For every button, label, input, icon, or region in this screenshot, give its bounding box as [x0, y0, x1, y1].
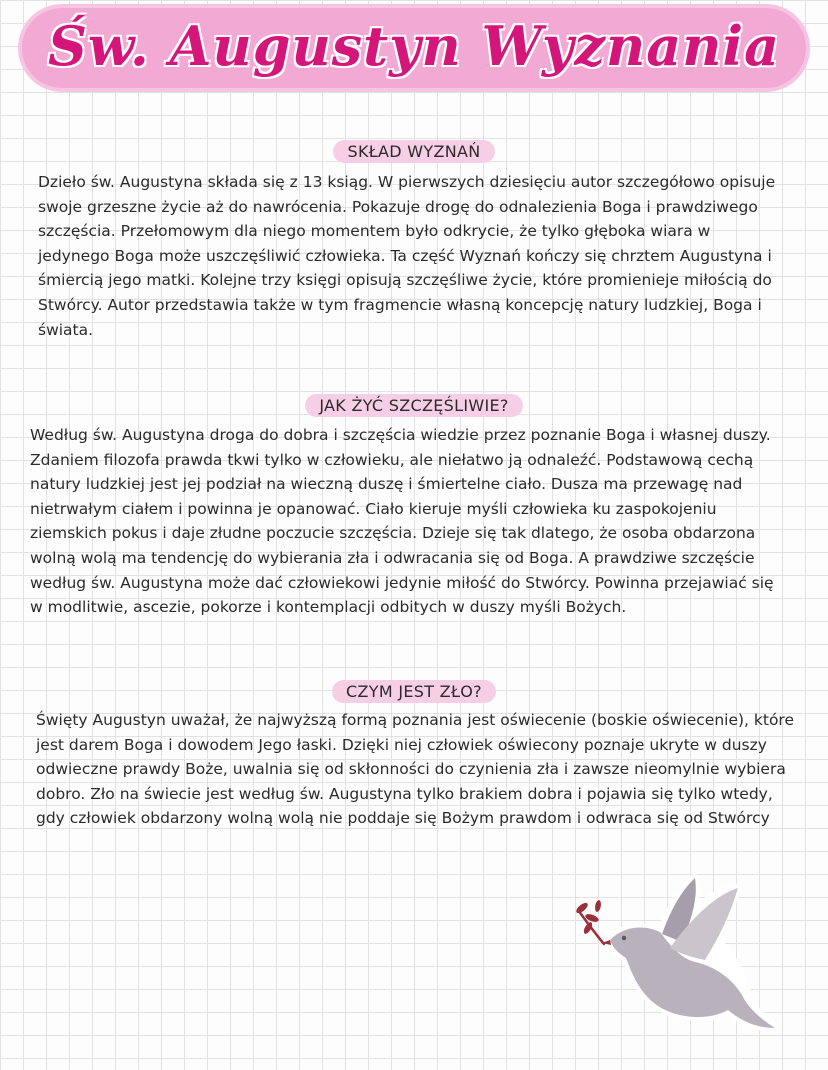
section-heading-zlo — [0, 680, 828, 703]
heading-label: SKŁAD WYZNAŃ — [333, 140, 494, 163]
section-text-sklad: Dzieło św. Augustyna składa się z 13 ksiąg. W pierwszych dziesięciu autor szczegółowo opisuje swoje grzeszne życie aż do nawrócenia. Pokazuje drogę do odnalezienia Boga i prawdziwego szczęścia. Przełomowym dla niego momentem było odkrycie, że tylko głęboka wiara w jedynego Boga może uszczęśliwić człowieka. Ta część Wyznań kończy się chrztem Augustyna i śmiercią jego matki. Kolejne trzy księgi opisują szczęśliwe życie, które promienieje miłością do Stwórcy. Autor przedstawia także w tym fragmencie własną koncepcję natury ludzkiej, Boga i świata. — [38, 173, 776, 339]
dove-with-olive-branch-icon — [570, 870, 790, 1040]
heading-label: CZYM JEST ZŁO? — [332, 680, 496, 703]
heading-label: JAK ŻYĆ SZCZĘŚLIWIE? — [305, 394, 522, 417]
page-title: Św. Augustyn Wyznania — [22, 8, 806, 88]
section-text-jak-zyc: Według św. Augustyna droga do dobra i szczęścia wiedzie przez poznanie Boga i własnej duszy. Zdaniem filozofa prawda tkwi tylko w człowieku, ale niełatwo ją odnaleźć. Podstawową cechą natury ludzkiej jest jej podział na wieczną duszę i śmiertelne ciało. Dusza ma przewagę nad nietrwałym ciałem i powinna je opanować. Ciało kieruje myśli człowieka ku zaspokojeniu ziemskich pokus i daje złudne poczucie szczęścia. Dzieje się tak dlatego, że osoba obdarzona wolną wolą ma tendencję do wybierania zła i odwracania się od Boga. A prawdziwe szczęście według św. Augustyna może dać człowiekowi jedynie miłość do Stwórcy. Powinna przejawiać się w modlitwie, ascezie, pokorze i kontemplacji odbitych w duszy myśli Bożych. — [30, 426, 774, 617]
title-banner — [0, 8, 828, 88]
section-heading-sklad — [0, 140, 828, 163]
section-text-zlo: Święty Augustyn uważał, że najwyższą formą poznania jest oświecenie (boskie oświecenie), które jest darem Boga i dowodem Jego łaski. Dzięki niej człowiek oświecony poznaje ukryte w duszy odwieczne prawdy Boże, uwalnia się od skłonności do czynienia zła i zawsze nieomylnie wybiera dobro. Zło na świecie jest według św. Augustyna tylko brakiem dobra i pojawia się tylko wtedy, gdy człowiek obdarzony wolną wolą nie poddaje się Bożym prawdom i odwraca się od Stwórcy — [36, 711, 794, 828]
section-heading-jak-zyc — [0, 394, 828, 417]
